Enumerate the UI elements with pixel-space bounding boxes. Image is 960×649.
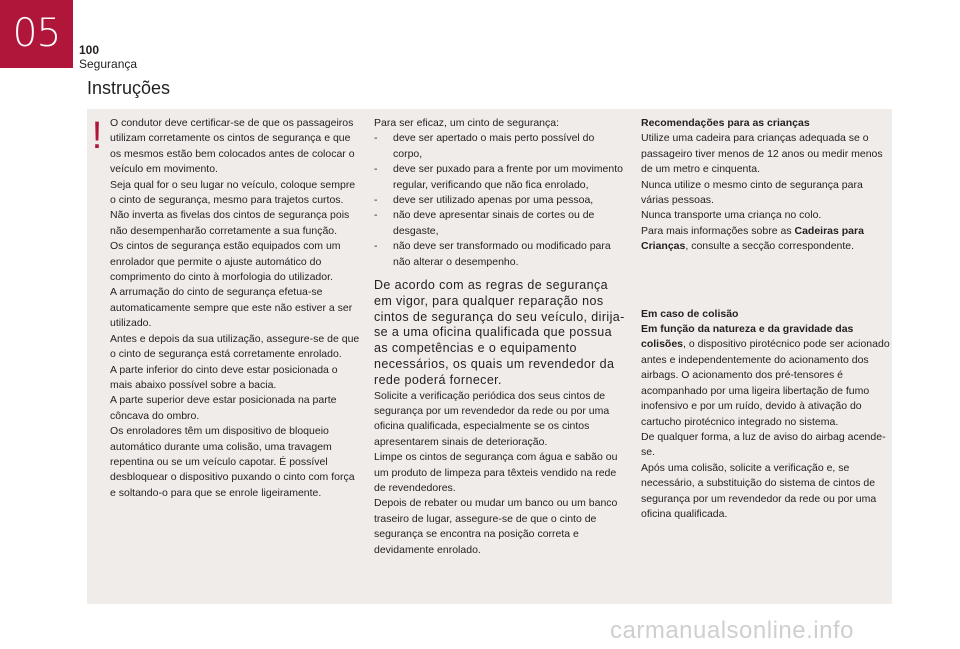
exclamation-icon: ! (91, 115, 103, 157)
children-line: Utilize uma cadeira para crianças adequada se o passageiro tiver menos de 12 anos ou medir menos de um metro e cinquenta. (641, 132, 883, 176)
children-heading: Recomendações para as crianças (641, 117, 810, 129)
warning-paragraph: Os cintos de segurança estão equipados com um enrolador que permite o ajuste automático do comprimento do cinto à morfologia do utilizador. (110, 240, 341, 284)
warning-paragraph: Antes e depois da sua utilização, assegure-se de que o cinto de segurança está corretamente enrolado. (110, 332, 360, 361)
page-title: Instruções (87, 78, 171, 98)
more-info (641, 224, 891, 255)
children-line: Nunca utilize o mesmo cinto de segurança para várias pessoas. (641, 178, 863, 207)
collision-line: Após uma colisão, solicite a verificação e, se necessário, a substituição do sistema de cintos de segurança por um revendedor da rede ou por uma oficina qualificada. (641, 461, 877, 520)
bullet-dash: - (374, 163, 378, 176)
section-name: Segurança (79, 57, 138, 71)
collision-paragraph (641, 322, 891, 430)
warning-paragraph: Seja qual for o seu lugar no veículo, coloque sempre o cinto de segurança, mesmo para trajetos curtos. (110, 178, 356, 207)
repair-notice: De acordo com as regras de segurança em vigor, para qualquer reparação nos cintos de segurança do seu veículo, dirija-se a uma oficina qualificada que possua as competências e o equipamento necessários, os quais um revendedor da rede poderá fornecer. (374, 278, 625, 387)
bullet-text: não deve ser transformado ou modificado para não alterar o desempenho. (393, 240, 611, 268)
watermark: carmanualsonline.info (610, 617, 854, 644)
child-seats-reference: Cadeiras para Crianças (641, 224, 864, 253)
bullet-dash: - (374, 132, 378, 145)
bullet-text: não deve apresentar sinais de cortes ou de desgaste, (393, 209, 595, 237)
bullet-item (374, 208, 626, 239)
warning-paragraph: Os enroladores têm um dispositivo de bloqueio automático durante uma colisão, uma travagem repentina ou se um veículo capotar. É possível desbloquear o dispositivo puxando o cinto com força e soltando-o para que se enrole ligeiramente. (110, 425, 355, 499)
bullet-dash: - (374, 240, 378, 253)
maintenance-paragraph: Solicite a verificação periódica dos seus cintos de segurança por um revendedor da rede ou por uma oficina qualificada, especialmente se os cintos apresentarem sinais de deterioração. (374, 389, 610, 448)
bullet-text: deve ser puxado para a frente por um movimento regular, verificando que não fica enrolado, (393, 163, 623, 191)
page-number: 100 (79, 43, 100, 57)
collision-bold: Em função da natureza e da gravidade das colisões (641, 323, 854, 351)
recommendations-column (641, 116, 891, 522)
bullet-text: deve ser utilizado apenas por uma pessoa, (393, 194, 594, 207)
collision-text: , o dispositivo pirotécnico pode ser acionado antes e independentemente do acionamento dos airbags. O acionamento dos pré-tensores é acompanhado por uma ligeira libertação de fumo inofensivo e por um ruído, devido à ativação do cartucho pirotécnico integrado no sistema. (641, 338, 890, 428)
warning-paragraph: A arrumação do cinto de segurança efetua-se automaticamente sempre que este não estiver a ser utilizado. (110, 286, 353, 330)
bullet-item (374, 131, 626, 162)
warning-paragraph: A parte inferior do cinto deve estar posicionada o mais abaixo possível sobre a bacia. (110, 363, 338, 391)
bullet-item (374, 239, 626, 270)
bullets-intro: Para ser eficaz, um cinto de segurança: (374, 117, 560, 129)
collision-heading: Em caso de colisão (641, 307, 739, 320)
bullet-item (374, 193, 626, 208)
warning-column (110, 116, 362, 501)
maintenance-paragraph: Depois de rebater ou mudar um banco ou um banco traseiro de lugar, assegure-se de que o cinto de segurança se encontra na posição correta e devidamente enrolado. (374, 497, 618, 556)
maintenance-paragraph: Limpe os cintos de segurança com água e sabão ou um produto de limpeza para têxteis vendido na rede de revendedores. (374, 451, 618, 495)
collision-line: De qualquer forma, a luz de aviso do airbag acende-se. (641, 430, 886, 459)
chapter-tab: 05 (0, 0, 73, 68)
warning-paragraph: O condutor deve certificar-se de que os passageiros utilizam corretamente os cintos de segurança e que os mesmos estão bem colocados antes de colocar o veículo em movimento. (110, 117, 355, 176)
bullet-dash: - (374, 209, 378, 222)
seatbelt-column (374, 116, 626, 558)
bullet-dash: - (374, 194, 378, 207)
bullet-item (374, 162, 626, 193)
children-line: Nunca transporte uma criança no colo. (641, 209, 822, 222)
bullet-text: deve ser apertado o mais perto possível do corpo, (393, 132, 595, 160)
warning-paragraph: A parte superior deve estar posicionada na parte côncava do ombro. (110, 394, 337, 422)
more-info-prefix: Para mais informações sobre as (641, 224, 795, 237)
more-info-suffix: , consulte a secção correspondente. (685, 240, 855, 253)
warning-paragraph: Não inverta as fivelas dos cintos de segurança pois não desempenharão corretamente a sua função. (110, 209, 350, 237)
